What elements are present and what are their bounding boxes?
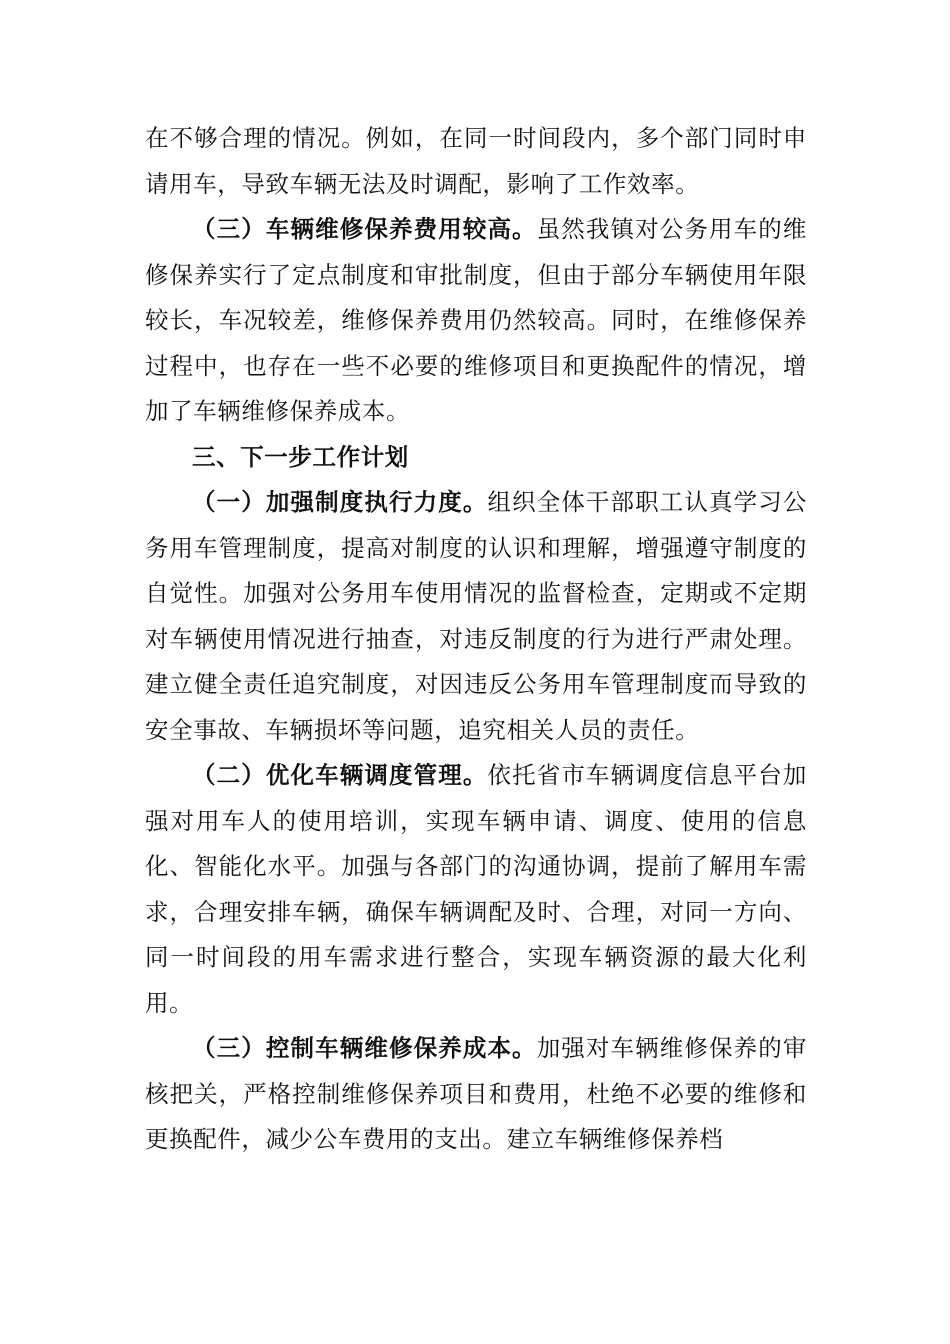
- document-body: [145, 116, 807, 1163]
- paragraph-plan-3: [145, 1026, 807, 1163]
- paragraph-text: 组织全体干部职工认真学习公务用车管理制度，提高对制度的认识和理解，增强遵守制度的自觉性。加强对公务用车使用情况的监督检查，定期或不定期对车辆使用情况进行抽查，对违反制度的行为进行严肃处理。建立健全责任追究制度，对因违反公务用车管理制度而导致的安全事故、车辆损坏等问题，追究相关人员的责任。: [145, 488, 807, 744]
- paragraph-plan-1: [145, 480, 807, 753]
- paragraph-lead: （三）控制车辆维修保养成本。: [192, 1034, 537, 1062]
- paragraph-lead: （一）加强制度执行力度。: [192, 488, 488, 516]
- paragraph-text: 依托省市车辆调度信息平台加强对用车人的使用培训，实现车辆申请、调度、使用的信息化、智能化水平。加强与各部门的沟通协调，提前了解用车需求，合理安排车辆，确保车辆调配及时、合理，对同一方向、同一时间段的用车需求进行整合，实现车辆资源的最大化利用。: [145, 761, 807, 1017]
- paragraph-continuation: [145, 116, 807, 207]
- paragraph-maintenance-cost-issue: [145, 207, 807, 435]
- section-heading: 三、下一步工作计划: [192, 442, 409, 471]
- paragraph-plan-2: [145, 753, 807, 1026]
- paragraph-text: 加强对车辆维修保养的审核把关，严格控制维修保养项目和费用，杜绝不必要的维修和更换配件，减少公车费用的支出。建立车辆维修保养档: [145, 1034, 807, 1153]
- paragraph-lead: （三）车辆维修保养费用较高。: [192, 215, 537, 243]
- paragraph-lead: （二）优化车辆调度管理。: [192, 761, 488, 789]
- paragraph-text: 虽然我镇对公务用车的维修保养实行了定点制度和审批制度，但由于部分车辆使用年限较长，车况较差，维修保养费用仍然较高。同时，在维修保养过程中，也存在一些不必要的维修项目和更换配件的情况，增加了车辆维修保养成本。: [145, 215, 807, 425]
- paragraph-text: 在不够合理的情况。例如，在同一时间段内，多个部门同时申请用车，导致车辆无法及时调配，影响了工作效率。: [145, 124, 807, 198]
